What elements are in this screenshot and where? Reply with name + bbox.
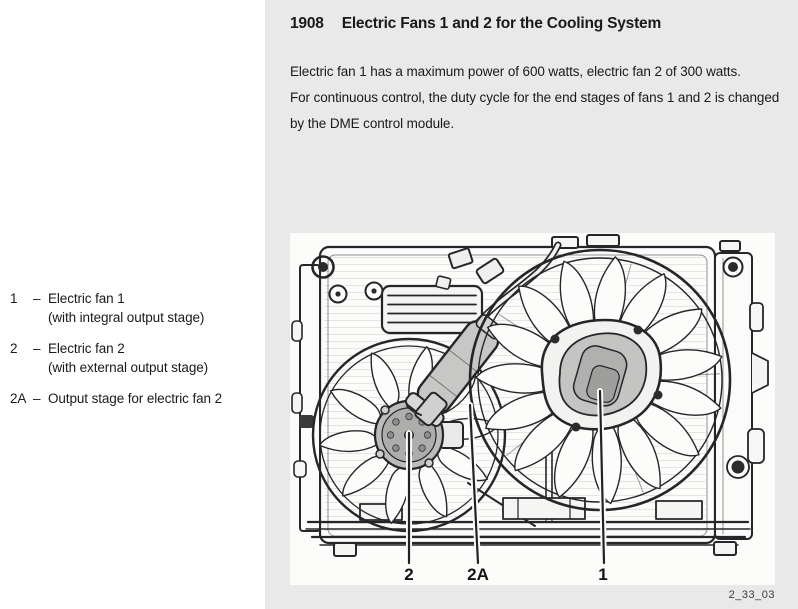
legend-dash: –: [33, 341, 41, 356]
callout-label-2a: 2A: [467, 565, 489, 584]
legend-key: 2A: [10, 391, 27, 406]
legend-note: (with integral output stage): [48, 309, 205, 325]
legend-label: Electric fan 2: [48, 341, 125, 356]
body-line: For continuous control, the duty cycle for the end stages of fans 1 and 2 is changed: [290, 90, 780, 105]
figure-legend: [10, 290, 265, 422]
legend-label: Electric fan 1: [48, 291, 125, 306]
legend-text: [48, 340, 265, 377]
fan-assembly-drawing: [290, 233, 775, 585]
legend-item-1: [10, 290, 265, 327]
section-number: 1908: [290, 15, 324, 32]
legend-item-2: [10, 340, 265, 377]
legend-label: Output stage for electric fan 2: [48, 391, 222, 406]
legend-item-2a: [10, 390, 265, 409]
fan-assembly-diagram: [290, 233, 775, 585]
section-title: Electric Fans 1 and 2 for the Cooling System: [341, 15, 662, 32]
figure-reference-code: 2_33_03: [728, 589, 775, 601]
legend-dash: –: [33, 291, 41, 306]
body-paragraph: [290, 59, 795, 137]
legend-text: [48, 390, 265, 409]
legend-note: (with external output stage): [48, 359, 209, 375]
legend-text: [48, 290, 265, 327]
legend-key: 1: [10, 291, 18, 306]
callout-label-1: 1: [598, 565, 608, 584]
body-line: by the DME control module.: [290, 116, 454, 131]
page-title: [290, 15, 661, 33]
legend-dash: –: [33, 391, 41, 406]
legend-key: 2: [10, 341, 18, 356]
right-side-tank: [715, 253, 768, 539]
callout-label-2: 2: [404, 565, 414, 584]
body-line: Electric fan 1 has a maximum power of 600 watts, electric fan 2 of 300 watts.: [290, 64, 741, 79]
content-column: [265, 0, 798, 609]
